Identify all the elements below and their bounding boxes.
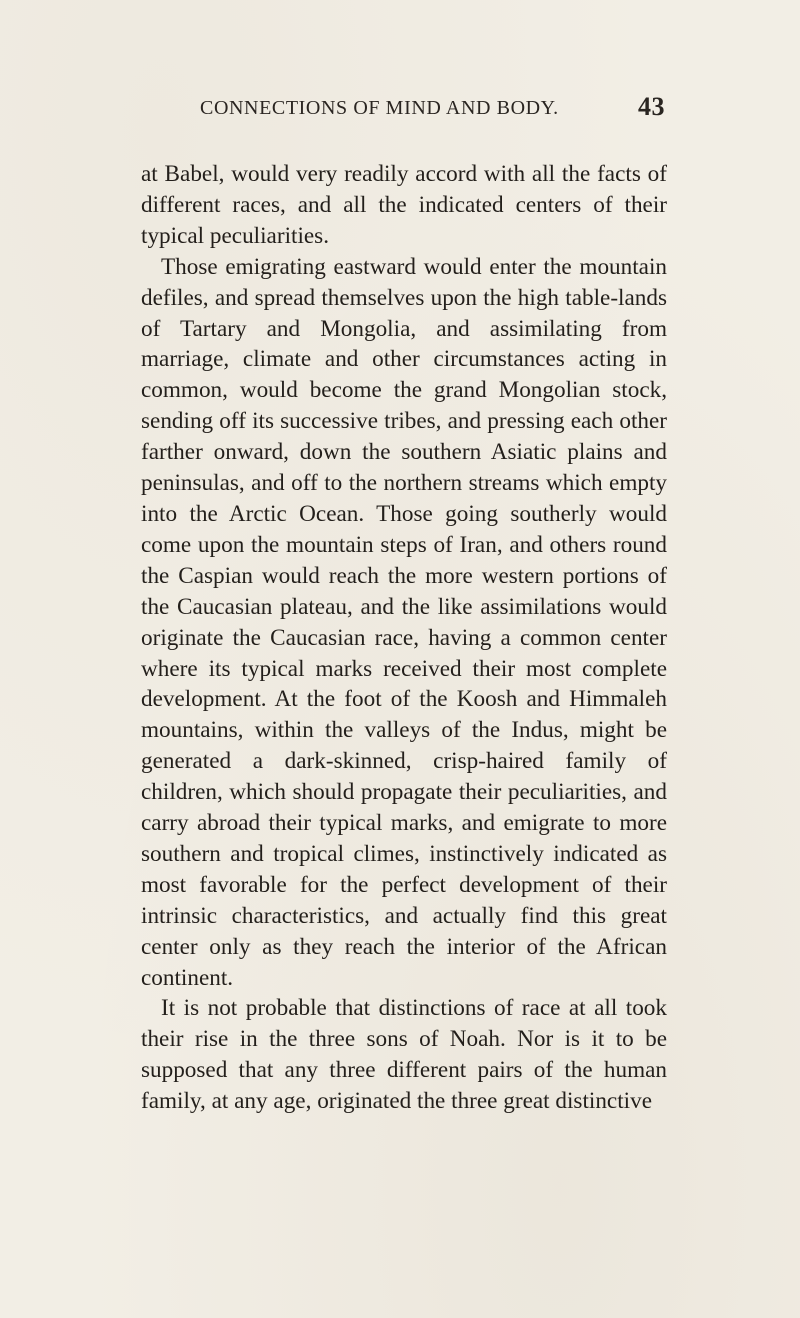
page-number: 43 bbox=[638, 92, 665, 121]
running-head bbox=[140, 88, 665, 128]
paragraph-continuation: at Babel, would very readily accord with all the facts of different races, and all the indicated centers of their typical peculiarities. bbox=[141, 161, 667, 249]
body-text bbox=[141, 159, 667, 1117]
running-head-title: CONNECTIONS OF MIND AND BODY. bbox=[200, 97, 559, 119]
paragraph-distinctions: It is not probable that distinctions of race at all took their rise in the three sons of Noah. Nor is it to be supposed that any three different pairs of the human family, at any age, originated the three great distinctive bbox=[141, 995, 667, 1115]
paragraph-emigration: Those emigrating eastward would enter the mountain defiles, and spread themselves upon the high table-lands of Tartary and Mongolia, and assimilating from marriage, climate and other circumstances acting in common, would become the grand Mongolian stock, sending off its successive tribes, and pressing each other farther onward, down the southern Asiatic plains and peninsulas, and off to the northern streams which empty into the Arctic Ocean. Those going southerly would come upon the mountain steps of Iran, and others round the Caspian would reach the more western portions of the Caucasian plateau, and the like assimilations would originate the Caucasian race, having a common center where its typical marks received their most complete development. At the foot of the Koosh and Himmaleh mountains, within the valleys of the Indus, might be generated a dark-skinned, crisp-haired family of children, which should propagate their peculiarities, and carry abroad their typical marks, and emigrate to more southern and tropical climes, instinctively indicated as most favorable for the perfect development of their intrinsic characteristics, and actually find this great center only as they reach the interior of the African continent. bbox=[141, 253, 667, 991]
